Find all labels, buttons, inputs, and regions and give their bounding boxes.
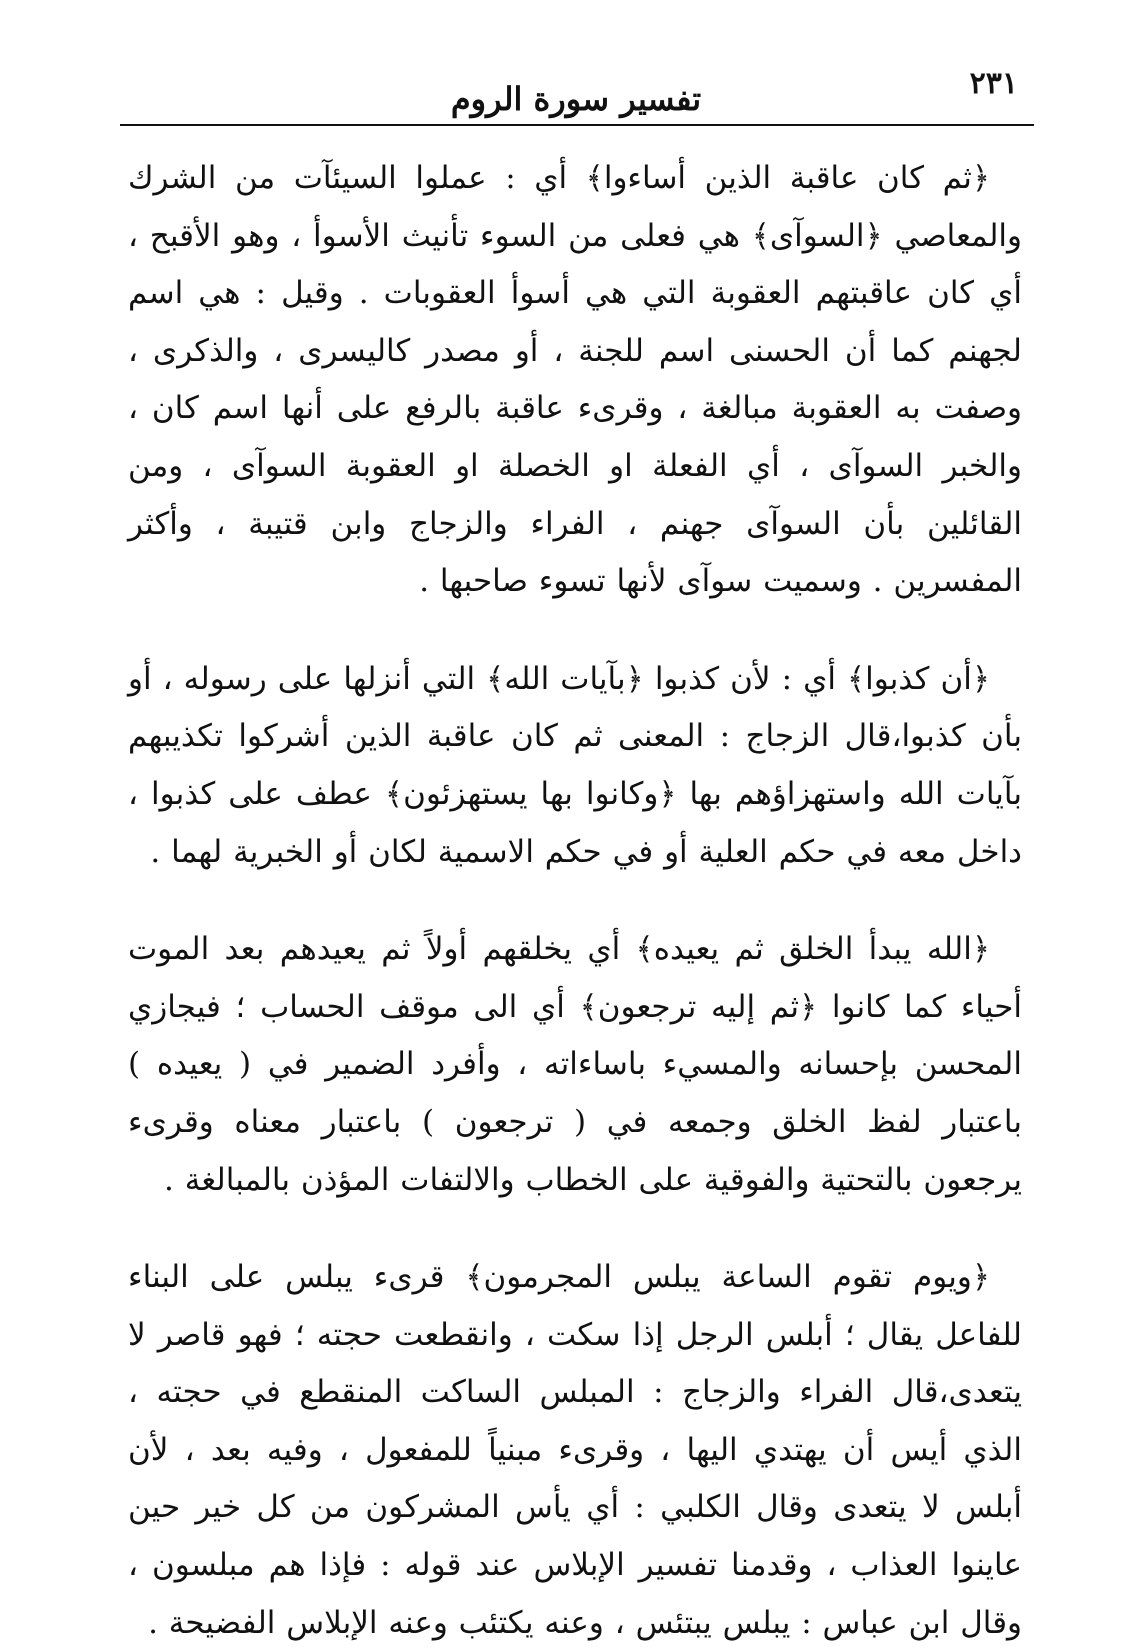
page-title: تفسير سورة الروم [450, 80, 702, 118]
header-rule [120, 124, 1034, 126]
paragraph: ﴿أن كذبوا﴾ أي : لأن كذبوا ﴿بآيات الله﴾ التي أنزلها على رسوله ، أو بأن كذبوا،قال الزجاج : المعنى ثم كان عاقبة الذين أشركوا تكذيبهم بآيات الله واستهزاؤهم بها ﴿وكانوا بها يستهزئون﴾ عطف على كذبوا ، داخل معه في حكم العلية أو في حكم الاسمية لكان أو الخبرية لهما . [128, 660, 1022, 870]
page-header [120, 60, 1032, 122]
paragraph: ﴿الله يبدأ الخلق ثم يعيده﴾ أي يخلقهم أولاً ثم يعيدهم بعد الموت أحياء كما كانوا ﴿ثم إليه ترجعون﴾ أي الى موقف الحساب ؛ فيجازي المحسن بإحسانه والمسيء باساءاته ، وأفرد الضمير في ( يعيده ) باعتبار لفظ الخلق وجمعه في ( ترجعون ) باعتبار معناه وقرىء يرجعون بالتحتية والفوقية على الخطاب والالتفات المؤذن بالمبالغة . [128, 931, 1022, 1198]
page-number: ٢٣١ [969, 66, 1018, 101]
paragraph: ﴿ثم كان عاقبة الذين أساءوا﴾ أي : عملوا السيئآت من الشرك والمعاصي ﴿السوآى﴾ هي فعلى من السوء تأنيث الأسوأ ، وهو الأقبح ، أي كان عاقبتهم العقوبة التي هي أسوأ العقوبات . وقيل : هي اسم لجهنم كما أن الحسنى اسم للجنة ، أو مصدر كاليسرى ، والذكرى ، وصفت به العقوبة مبالغة ، وقرىء عاقبة بالرفع على أنها اسم كان ، والخبر السوآى ، أي الفعلة او الخصلة او العقوبة السوآى ، ومن القائلين بأن السوآى جهنم ، الفراء والزجاج وابن قتيبة ، وأكثر المفسرين . وسميت سوآى لأنها تسوء صاحبها . [128, 160, 1022, 600]
paragraph: ﴿ويوم تقوم الساعة يبلس المجرمون﴾ قرىء يبلس على البناء للفاعل يقال ؛ أبلس الرجل إذا سكت ، وانقطعت حجته ؛ فهو قاصر لا يتعدى،قال الفراء والزجاج : المبلس الساكت المنقطع في حجته ، الذي أيس أن يهتدي اليها ، وقرىء مبنياً للمفعول ، وفيه بعد ، لأن أبلس لا يتعدى وقال الكلبي : أي يأس المشركون من كل خير حين عاينوا العذاب ، وقدمنا تفسير الإبلاس عند قوله : فإذا هم مبلسون ، وقال ابن عباس : يبلس يبتئس ، وعنه يكتئب وعنه الإبلاس الفضيحة . [128, 1259, 1022, 1641]
page-body [128, 150, 1022, 1652]
